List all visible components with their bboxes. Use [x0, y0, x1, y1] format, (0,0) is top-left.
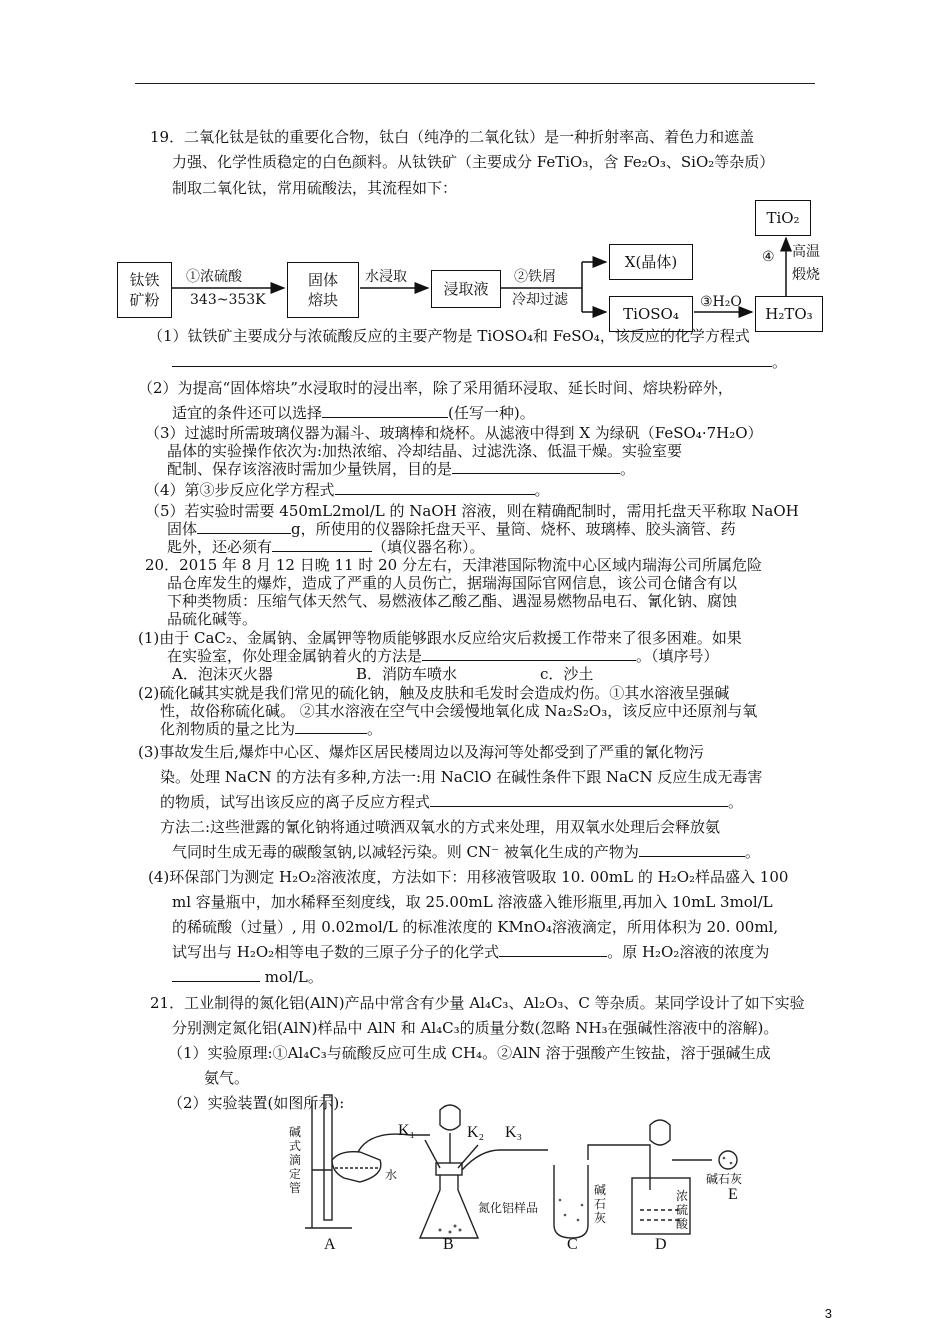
soda-lime-e-label: 碱石灰: [706, 1172, 743, 1186]
q19-p5c: 匙外，还必须有 （填仪器名称）。: [167, 538, 485, 556]
label-a: A: [324, 1236, 336, 1253]
label-d: D: [655, 1236, 667, 1253]
q20-p2b: 性，故俗称硫化碱。 ②其水溶液在空气中会缓慢地氧化成 Na₂S₂O₃，该反应中还原剂与氧: [160, 702, 758, 720]
sep-funnel-b: [440, 1105, 460, 1130]
burette: [324, 1095, 332, 1220]
water-funnel: [332, 1152, 381, 1182]
flow-step4-b: 煅烧: [792, 267, 820, 283]
flow-box-leach: 浸取液: [431, 270, 501, 308]
flow-box-tio2: TiO₂: [755, 200, 811, 236]
flow-step1-top: ①浓硫酸: [186, 269, 242, 285]
q20-p4a: (4)环保部门为测定 H₂O₂溶液浓度，方法如下：用移液管吸取 10. 00mL 的 H₂O₂样品盛入 100: [148, 868, 789, 886]
b-left-tube: [425, 1140, 440, 1168]
q20-intro-4: 品硫化碱等。: [167, 610, 258, 628]
acid-d-label: 浓硫酸: [676, 1189, 689, 1231]
q19-p3c: 配制、保存该溶液时需加少量铁屑，目的是 。: [167, 460, 636, 478]
q20-p4d: 试写出与 H₂O₂相等电子数的三原子分子的化学式 。原 H₂O₂溶液的浓度为: [172, 943, 770, 961]
q20-intro-3: 下种类物质：压缩气体天然气、易燃液体乙酸乙酯、遇湿易燃物品电石、氰化钠、腐蚀: [167, 592, 738, 610]
label-b: B: [443, 1236, 454, 1253]
q19-p1-answer: 。: [172, 352, 787, 372]
funnel-d: [650, 1120, 670, 1145]
q19-intro-3: 制取二氧化钛，常用硫酸法，其流程如下：: [172, 179, 458, 197]
flow-box-h2tio3: H₂TO₃: [755, 296, 823, 332]
flow-step2-top: ②铁屑: [514, 269, 556, 285]
q20-p2c: 化剂物质的量之比为 。: [160, 720, 383, 738]
q20-p1b: 在实验室，你处理金属钠着火的方法是 。（填序号）: [167, 647, 719, 665]
flow-box-solid: 固体 熔块: [287, 262, 359, 318]
q20-p1-opt-b: B．消防车喷水: [356, 665, 458, 683]
flow-step3: ③H₂O: [700, 294, 742, 310]
flow-box-tioso4: TiOSO₄: [609, 296, 693, 332]
flow-step2-bottom: 冷却过滤: [512, 292, 568, 308]
label-e: E: [728, 1186, 738, 1203]
label-c: C: [567, 1236, 578, 1253]
q19-p2a: （2）为提高“固体熔块”水浸取时的浸出率，除了采用循环浸取、延长时间、熔块粉碎外，: [138, 379, 733, 397]
q20-p1-opt-c: c．沙土: [540, 665, 594, 683]
flow-step1-bottom: 343~353K: [190, 292, 266, 308]
q20-p3b: 染。处理 NaCN 的方法有多种,方法一:用 NaClO 在碱性条件下跟 NaCN 反应生成无毒害: [160, 768, 763, 786]
sample-label: 氮化铝样品: [478, 1201, 539, 1215]
page-number: 3: [824, 1306, 832, 1321]
q20-p3a: (3)事故发生后,爆炸中心区、爆炸区居民楼周边以及海河等处都受到了严重的氰化物污: [138, 743, 705, 761]
q20-intro-1: 20．2015 年 8 月 12 日晚 11 时 20 分左右，天津港国际物流中心区域内瑞海公司所属危险: [145, 556, 762, 574]
flask-b: [420, 1175, 478, 1238]
q19-p1: （1）钛铁矿主要成分与浓硫酸反应的主要产物是 TiOSO₄和 FeSO₄，该反应的化学方程式: [148, 327, 750, 345]
flow-step4-a: 高温: [792, 244, 820, 260]
q20-p3e: 气同时生成无毒的碳酸氢钠,以减轻污染。则 CN⁻ 被氧化生成的产物为 。: [172, 843, 760, 861]
q20-p4b: ml 容量瓶中，加水稀释至刻度线，取 25.00mL 溶液盛入锥形瓶里,再加入 10mL 3mol/L: [172, 893, 773, 911]
q21-intro-a: 21．工业制得的氮化铝(AlN)产品中常含有少量 Al₄C₃、Al₂O₃、C 等杂质。某同学设计了如下实验: [150, 994, 805, 1012]
q20-p1-opt-a: A．泡沫灭火器: [172, 665, 273, 683]
q19-p5b: 固体 g，所使用的仪器除托盘天平、量筒、烧杯、玻璃棒、胶头滴管、药: [167, 520, 736, 538]
q19-intro-2: 力强、化学性质稳定的白色颜料。从钛铁矿（主要成分 FeTiO₃，含 Fe₂O₃、SiO₂等杂质）: [172, 153, 775, 171]
q19-p3b: 晶体的实验操作依次为:加热浓缩、冷却结晶、过滤洗涤、低温干燥。实验室要: [167, 442, 683, 460]
q20-intro-2: 品仓库发生的爆炸，造成了严重的人员伤亡，据瑞海国际官网信息，该公司仓储含有以: [167, 574, 738, 592]
k3-label: K₃: [505, 1124, 523, 1141]
drying-tube-e: [719, 1151, 737, 1169]
q20-p3c: 的物质，试写出该反应的离子反应方程式 。: [160, 793, 744, 811]
soda-lime-c-label: 碱石灰: [594, 1183, 607, 1225]
burette-label: 碱式滴定管: [289, 1125, 302, 1195]
water-label: 水: [385, 1168, 398, 1182]
q20-p4c: 的稀硫酸（过量）, 用 0.02mol/L 的标准浓度的 KMnO₄溶液滴定，所用体积为 20. 00ml,: [172, 918, 779, 936]
q19-p5a: （5）若实验时需要 450mL2mol/L 的 NaOH 溶液，则在精确配制时，需用托盘天平称取 NaOH: [145, 502, 799, 520]
q20-p1a: (1)由于 CaC₂、金属钠、金属钾等物质能够跟水反应给灾后救援工作带来了很多困难。如果: [138, 629, 742, 647]
q19-p3a: （3）过滤时所需玻璃仪器为漏斗、玻璃棒和烧杯。从滤液中得到 X 为绿矾（FeSO₄·7H₂O）: [145, 424, 763, 442]
tube-a-b: [358, 1134, 430, 1152]
q19-p4: （4）第③步反应化学方程式 。: [145, 481, 550, 499]
q21-p2: （2）实验装置(如图所示):: [168, 1094, 345, 1112]
k1-label: K₁: [398, 1122, 416, 1139]
u-tube-c: [554, 1165, 588, 1238]
q19-p2b: 适宜的条件还可以选择 (任写一种)。: [172, 404, 535, 422]
q20-p2a: (2)硫化碱其实就是我们常见的硫化钠，触及皮肤和毛发时会造成灼伤。①其水溶液呈强碱: [138, 684, 730, 702]
q21-p1b: 氨气。: [204, 1069, 250, 1087]
q20-p3d: 方法二:这些泄露的氰化钠将通过喷洒双氧水的方式来处理，用双氧水处理后会释放氨: [160, 818, 721, 836]
k2-label: K₂: [467, 1124, 485, 1141]
flow-step-water: 水浸取: [365, 269, 407, 285]
q19-intro-1: 19．二氧化钛是钛的重要化合物，钛白（纯净的二氧化钛）是一种折射率高、着色力和遮盖: [150, 128, 755, 146]
tube-b-c: [462, 1150, 548, 1170]
q21-intro-b: 分别测定氮化铝(AlN)样品中 AlN 和 Al₄C₃的质量分数(忽略 NH₃在强碱性溶液中的溶解)。: [172, 1019, 779, 1037]
q21-p1a: （1）实验原理:①Al₄C₃与硫酸反应可生成 CH₄。②AlN 溶于强酸产生铵盐，溶于强碱生成: [168, 1044, 771, 1062]
flow-step4-num: ④: [762, 249, 775, 265]
q20-p4e: mol/L。: [172, 967, 323, 987]
stopper-b: [436, 1163, 462, 1175]
flow-box-x: X(晶体): [609, 244, 693, 280]
flow-box-ore: 钛铁 矿粉: [117, 262, 172, 318]
